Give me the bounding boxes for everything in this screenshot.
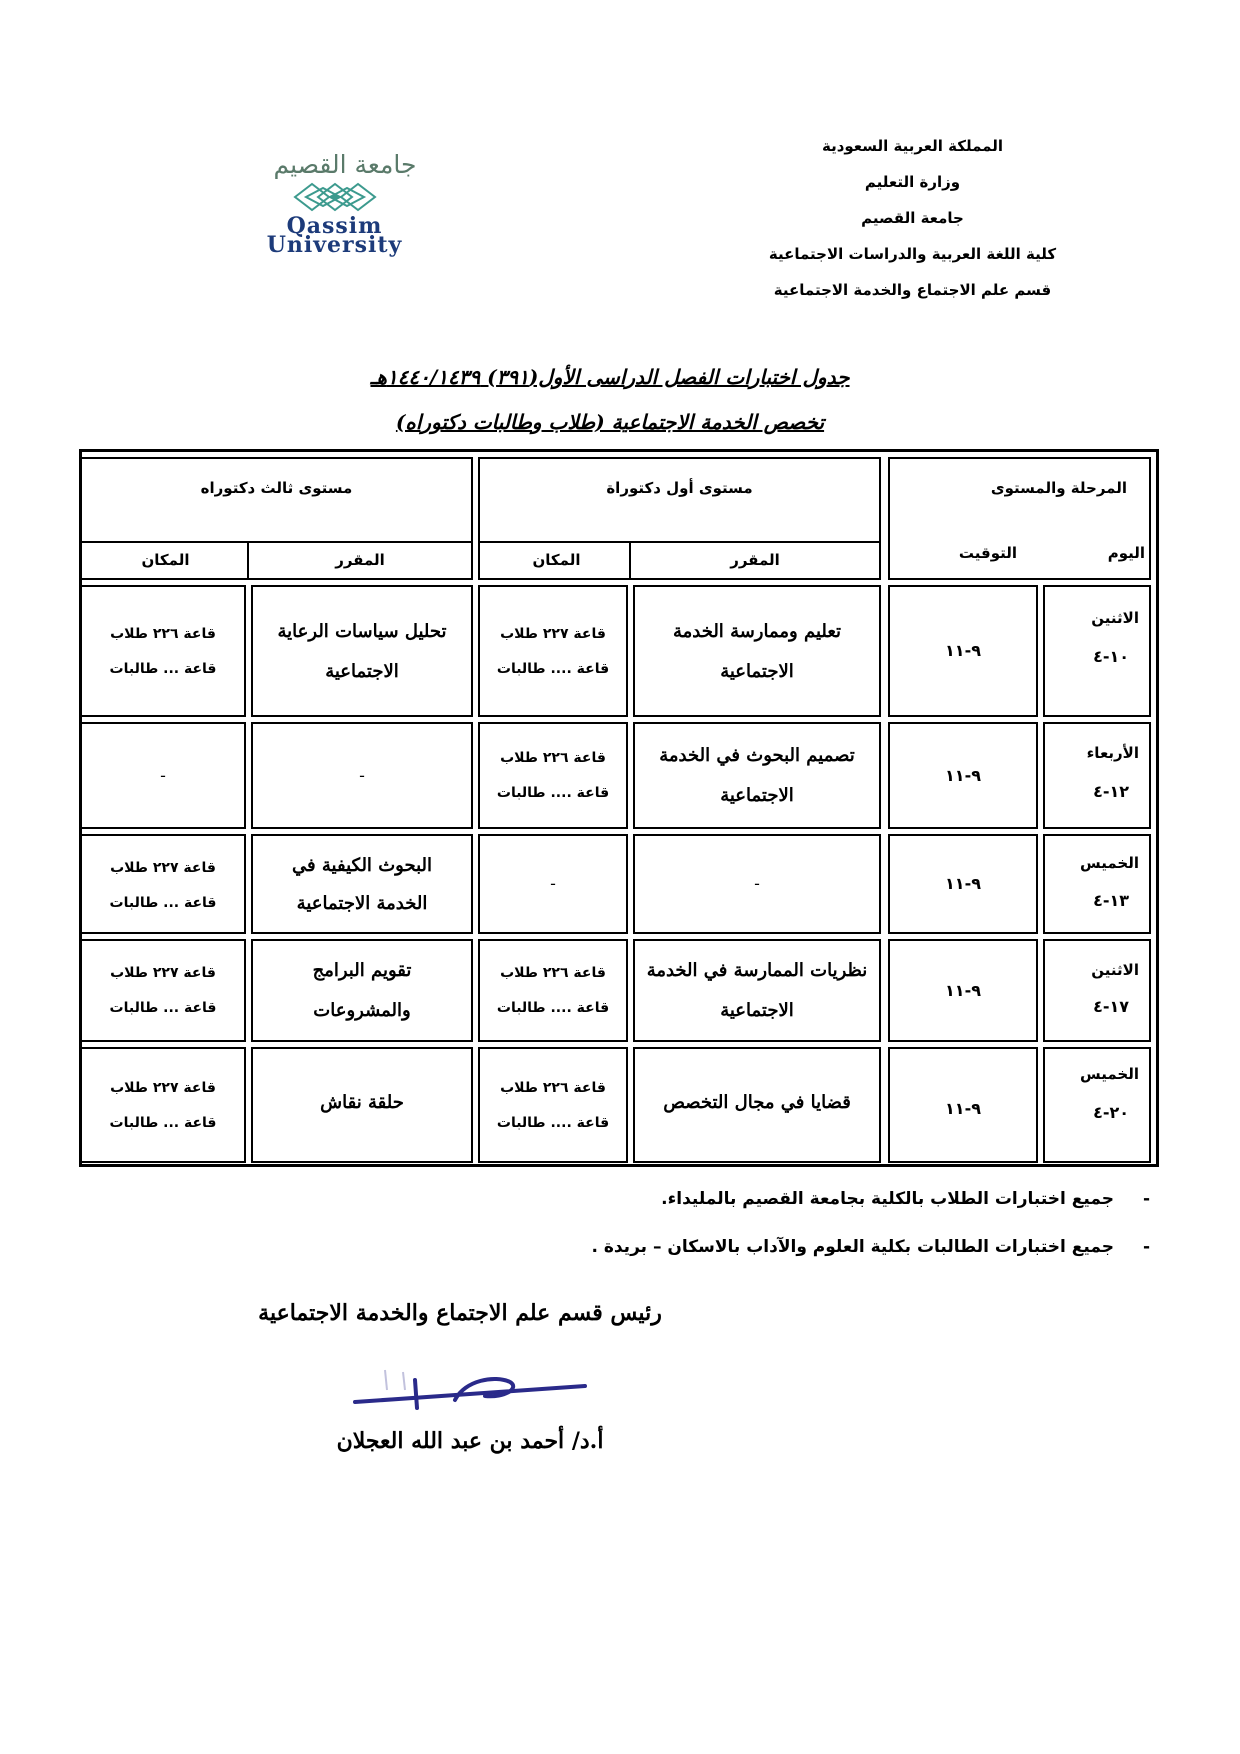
row5-time-cell: [888, 1047, 1038, 1163]
row3-level3-place: [80, 834, 246, 934]
row4-level3-course-line1: تقويم البرامج: [312, 960, 412, 981]
row5-level3-place: [80, 1047, 246, 1163]
row2-level1-place-line1: قاعة ٢٢٦ طلاب: [500, 750, 606, 766]
row1-level1-place-line1: قاعة ٢٢٧ طلاب: [500, 626, 606, 642]
college-name: كلية اللغة العربية والدراسات الاجتماعية: [768, 245, 1057, 263]
ministry-name: وزارة التعليم: [864, 173, 961, 191]
row5-date: ٢٠-٤: [1093, 1103, 1129, 1122]
row5-level3-place-line2: قاعة ... طالبات: [109, 1115, 217, 1131]
row1-time: ٩-١١: [945, 641, 981, 660]
signatory-title: رئيس قسم علم الاجتماع والخدمة الاجتماعية: [258, 1300, 662, 1326]
row5-day: الخميس: [1080, 1065, 1139, 1083]
logo-english-line1: Qassim: [286, 213, 383, 239]
university-name: جامعة القصيم: [861, 209, 964, 227]
row5-level3-course-line1: حلقة نقاش: [320, 1092, 404, 1113]
row2-day-cell: [1043, 722, 1151, 829]
row4-level3-place: [80, 939, 246, 1042]
level3-label: مستوى ثالث دكتوراه: [200, 479, 353, 497]
row4-level1-place-line2: قاعة .... طالبات: [496, 1000, 610, 1016]
row3-level1-course: [633, 834, 881, 934]
row4-level1-course: [633, 939, 881, 1042]
row2-level3-course-empty: -: [359, 766, 365, 785]
note-bullet-1: -: [1142, 1189, 1150, 1209]
row3-level3-place-line1: قاعة ٢٢٧ طلاب: [110, 860, 216, 876]
row2-level3-course: [251, 722, 473, 829]
row3-level3-place-line2: قاعة ... طالبات: [109, 895, 217, 911]
row4-level3-place-line1: قاعة ٢٢٧ طلاب: [110, 965, 216, 981]
row1-day: الاثنين: [1091, 609, 1139, 627]
row1-level3-course-line1: تحليل سياسات الرعاية: [277, 621, 447, 642]
row4-level1-place: [478, 939, 628, 1042]
row4-time: ٩-١١: [945, 981, 981, 1000]
row2-time-cell: [888, 722, 1038, 829]
row2-day: الأربعاء: [1086, 744, 1139, 762]
handwritten-signature: [345, 1350, 595, 1420]
day-header: اليوم: [1107, 544, 1145, 562]
row1-level1-course: [633, 585, 881, 717]
row1-level1-place-line2: قاعة .... طالبات: [496, 661, 610, 677]
row2-level3-place: [80, 722, 246, 829]
logo-english-line2: University: [266, 232, 403, 258]
department-name: قسم علم الاجتماع والخدمة الاجتماعية: [773, 281, 1052, 299]
row4-level3-course: [251, 939, 473, 1042]
stage-level-label: المرحلة والمستوى: [990, 479, 1127, 497]
row2-level1-course-line1: تصميم البحوث في الخدمة: [659, 745, 855, 766]
note-item-1: [150, 1175, 1150, 1223]
level1-label: مستوى أول دكتوراة: [606, 479, 753, 497]
exam-schedule-table: [79, 449, 1159, 1167]
row1-time-cell: [888, 585, 1038, 717]
row3-level3-course-line1: البحوث الكيفية في: [292, 855, 432, 876]
note-bullet-2: -: [1142, 1237, 1150, 1257]
note-item-2: [150, 1223, 1150, 1271]
row5-level3-course: [251, 1047, 473, 1163]
row3-day-cell: [1043, 834, 1151, 934]
row1-date: ١٠-٤: [1093, 647, 1129, 666]
row5-day-cell: [1043, 1047, 1151, 1163]
row2-level1-place-line2: قاعة .... طالبات: [496, 785, 610, 801]
row4-day: الاثنين: [1091, 961, 1139, 979]
row5-level1-course: [633, 1047, 881, 1163]
row2-time: ٩-١١: [945, 766, 981, 785]
row4-date: ١٧-٤: [1093, 997, 1129, 1016]
row4-level3-place-line2: قاعة ... طالبات: [109, 1000, 217, 1016]
row3-time-cell: [888, 834, 1038, 934]
row2-level1-course: [633, 722, 881, 829]
row4-level3-course-line2: والمشروعات: [313, 1000, 411, 1021]
university-logo: [235, 150, 430, 270]
level1-course-header: المقرر: [730, 551, 780, 569]
row4-day-cell: [1043, 939, 1151, 1042]
row3-time: ٩-١١: [945, 874, 981, 893]
note-text-1: جميع اختبارات الطلاب بالكلية بجامعة القصيم بالمليداء.: [661, 1189, 1114, 1209]
row4-time-cell: [888, 939, 1038, 1042]
row3-day: الخميس: [1080, 854, 1139, 872]
row5-level1-course-line1: قضايا في مجال التخصص: [663, 1092, 851, 1113]
row3-level3-course: [251, 834, 473, 934]
row2-level1-course-line2: الاجتماعية: [720, 785, 794, 806]
row1-level3-course-line2: الاجتماعية: [325, 661, 399, 682]
row5-level1-place-line2: قاعة .... طالبات: [496, 1115, 610, 1131]
level1-header: [478, 457, 881, 580]
exam-notes: [150, 1175, 1150, 1271]
row3-level1-place: [478, 834, 628, 934]
logo-lattice-icon: [290, 180, 380, 214]
row3-date: ١٣-٤: [1093, 891, 1129, 910]
row3-level3-course-line2: الخدمة الاجتماعية: [296, 893, 428, 914]
row1-level3-course: [251, 585, 473, 717]
row2-level1-place: [478, 722, 628, 829]
level3-place-header: المكان: [141, 551, 190, 569]
row2-date: ١٢-٤: [1093, 782, 1129, 801]
kingdom-name: المملكة العربية السعودية: [821, 137, 1004, 155]
schedule-subtitle: تخصص الخدمة الاجتماعية (طلاب وطالبات دكتوراه): [395, 410, 825, 434]
row1-level1-course-line1: تعليم وممارسة الخدمة: [672, 621, 842, 642]
row1-level3-place-line1: قاعة ٢٢٦ طلاب: [110, 626, 216, 642]
row3-level1-place-empty: -: [550, 874, 556, 893]
logo-arabic-text: جامعة القصيم: [273, 150, 417, 179]
schedule-title: جدول اختبارات الفصل الدراسى الأول(٣٩١) ١٤٤٠/١٤٣٩هـ: [370, 365, 850, 389]
level1-place-header: المكان: [532, 551, 581, 569]
row1-level1-course-line2: الاجتماعية: [720, 661, 794, 682]
stage-level-header: [888, 457, 1151, 580]
row4-level1-place-line1: قاعة ٢٢٦ طلاب: [500, 965, 606, 981]
row1-level3-place: [80, 585, 246, 717]
row1-day-cell: [1043, 585, 1151, 717]
level3-course-header: المقرر: [335, 551, 385, 569]
row1-level3-place-line2: قاعة ... طالبات: [109, 661, 217, 677]
row2-level3-place-empty: -: [160, 766, 166, 785]
note-text-2: جميع اختبارات الطالبات بكلية العلوم والآداب بالاسكان – بريدة .: [591, 1237, 1114, 1257]
row5-level1-place-line1: قاعة ٢٢٦ طلاب: [500, 1080, 606, 1096]
row5-level1-place: [478, 1047, 628, 1163]
signatory-name: أ.د/ أحمد بن عبد الله العجلان: [336, 1428, 604, 1454]
row4-level1-course-line2: الاجتماعية: [720, 1000, 794, 1021]
row5-level3-place-line1: قاعة ٢٢٧ طلاب: [110, 1080, 216, 1096]
time-header: التوقيت: [958, 544, 1017, 562]
row5-time: ٩-١١: [945, 1099, 981, 1118]
row3-level1-course-empty: -: [754, 874, 760, 893]
institution-header: [730, 128, 1095, 308]
level3-header: [80, 457, 473, 580]
row4-level1-course-line1: نظريات الممارسة في الخدمة: [646, 960, 868, 981]
row1-level1-place: [478, 585, 628, 717]
